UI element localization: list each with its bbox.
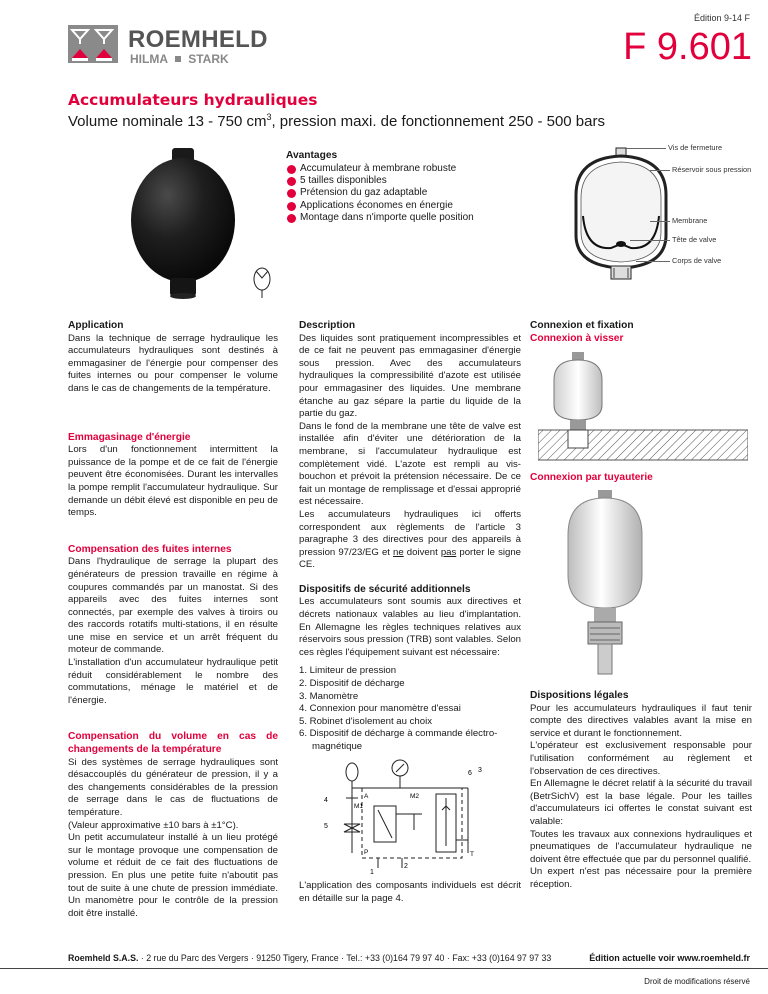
advantages-heading: Avantages: [286, 150, 338, 161]
screw-connection-drawing: [538, 350, 748, 475]
brand-sub-hilma: HILMA: [130, 52, 168, 66]
legales-text-4: Toutes les travaux aux connexions hydrauliques et pneumatiques de l'accumulateur hydraulique ne doivent être effectuée que par du personnel qualifié.: [530, 828, 752, 865]
application-text: Dans la technique de serrage hydraulique les accumulateurs hydrauliques sont destinés à emmagasiner de l'énergie pour compenser des fuites internes ou pour compenser le volume dans le cas de changements de la température.: [68, 332, 278, 394]
accumulator-symbol-icon: [252, 265, 272, 304]
page-subtitle: [68, 108, 605, 131]
label-membrane: Membrane: [672, 216, 708, 225]
desc3-pre: Les accumulateurs hydrauliques ici offerts correspondent aux règlements de l'article 3 paragraphe 3 des directives pour des appareils à pression 97/23/EG et: [299, 508, 521, 558]
list-item: 3. Manomètre: [299, 690, 359, 702]
advantage-item: Montage dans n'importe quelle position: [286, 212, 506, 224]
footer-rights: Droit de modifications réservé: [644, 977, 750, 986]
volume-text: Si des systèmes de serrage hydrauliques sont désaccouplés du générateur de pression, il y a des changements considérables de la pression de serrage dans le cas de fluctuations de température.: [68, 756, 278, 818]
brand-sub-stark: STARK: [188, 52, 229, 66]
dispositifs-heading: Dispositifs de sécurité additionnels: [299, 583, 471, 595]
volume-text-2: (Valeur approximative ±10 bars à ±1°C).: [68, 819, 239, 831]
energie-text: Lors d'un fonctionnement intermittent la puissance de la pompe et de ce fait de l'énergie peuvent être économisées. Durant les intervalles la pompe remplit l'accumulateur hydraulique. Sur demande un débit élevé est disponible en peu de temps.: [68, 444, 278, 519]
list-item-cont: magnétique: [312, 741, 363, 752]
column-1: [68, 320, 278, 920]
desc3-ne: ne: [393, 546, 404, 558]
legales-text-3: En Allemagne le décret relatif à la sécurité du travail (BetrSichV) est la base légale. Pour les tailles d'accumulateurs ici offertes le constat suivant est valable:: [530, 778, 752, 827]
schem-label-A: A: [364, 793, 369, 800]
legales-text: Pour les accumulateurs hydrauliques il faut tenir compte des directives valables avant la mise en service et durant le fonctionnement.: [530, 702, 752, 739]
company-logo: [68, 25, 118, 68]
desc3-mid: doivent: [403, 546, 441, 558]
schem-label-2: 2: [404, 863, 408, 870]
schem-label-4: 4: [324, 797, 328, 804]
edition-label: Édition 9-14 F: [693, 13, 750, 23]
schem-label-5: 5: [324, 823, 328, 830]
footer-contact: · 2 rue du Parc des Vergers · 91250 Tigery, France · Tel.: +33 (0)164 79 97 40 · Fax: +33 (0)164 97 97 33: [138, 953, 552, 963]
brand-sub: [130, 52, 229, 66]
visser-heading: Connexion à visser: [530, 332, 624, 344]
subtitle-pre: Volume nominale 13 - 750 cm: [68, 113, 267, 130]
doc-code: F 9.601: [623, 26, 752, 68]
subtitle-sup: 3: [266, 112, 272, 122]
hydraulic-schematic: [318, 758, 498, 881]
legal-block: [530, 690, 752, 892]
list-item: 4. Connexion pour manomètre d'essai: [299, 703, 461, 715]
advantage-item: 5 tailles disponibles: [286, 175, 506, 187]
fuites-heading: Compensation des fuites internes: [68, 543, 232, 555]
schem-label-M2: M2: [410, 793, 420, 800]
schem-label-6: 6: [468, 770, 472, 777]
legales-text-5: Un expert n'est pas nécessaire pour la première réception.: [530, 866, 752, 890]
tuyau-heading: Connexion par tuyauterie: [530, 472, 653, 483]
dispositifs-text: Les accumulateurs sont soumis aux directives et décrets nationaux valables au lieu d'implantation. En Allemagne les règles techniques relatives aux réservoirs sous pression (TRB) sont valables. Selon ces règles l'équipement suivant est nécessaire:: [299, 596, 521, 658]
label-reservoir: Réservoir sous pression: [672, 165, 752, 174]
list-item: 5. Robinet d'isolement au choix: [299, 715, 433, 727]
volume-text-3: Un petit accumulateur installé à un lieu protégé sur le montage provoque une compensation de volume et réduit de ce fait des fluctuations de pression. En plus une petite fuite n'aboutit pas tout de suite à une chute de pression immédiate. Un manomètre pour le contrôle de la pression doit être installé.: [68, 832, 278, 919]
brand-name: ROEMHELD: [128, 26, 268, 53]
accumulator-photo: [118, 146, 248, 311]
advantage-item: Accumulateur à membrane robuste: [286, 163, 506, 175]
list-item: 6. Dispositif de décharge à commande électro-: [299, 728, 498, 740]
footer-address: [68, 953, 551, 963]
list-item: 2. Dispositif de décharge: [299, 678, 405, 690]
advantage-item: Prétension du gaz adaptable: [286, 187, 506, 199]
desc3-post: porter le signe CE.: [299, 546, 521, 571]
description-heading: Description: [299, 320, 356, 331]
page-title: Accumulateurs hydrauliques: [68, 91, 318, 109]
footer-company: Roemheld S.A.S.: [68, 953, 139, 963]
accumulator-section-drawing: [556, 140, 686, 285]
volume-heading: Compensation du volume en cas de changements de la température: [68, 731, 278, 756]
column-3: [530, 320, 752, 345]
schem-label-1: 1: [370, 869, 374, 876]
advantage-item: Applications économes en énergie: [286, 200, 506, 212]
safety-list: [299, 665, 521, 753]
legales-text-2: L'opérateur est exclusivement responsable pour l'utilisation conformément au règlement et l'observation de ces directives.: [530, 740, 752, 777]
schem-label-T: T: [470, 851, 474, 858]
label-vis-fermeture: Vis de fermeture: [668, 143, 723, 152]
legales-heading: Dispositions légales: [530, 690, 629, 701]
connexion-heading: Connexion et fixation: [530, 320, 634, 331]
schematic-note: L'application des composants individuels est décrit en détaille sur la page 4.: [299, 880, 521, 904]
schem-label-3: 3: [478, 767, 482, 774]
fuites-text-2: L'installation d'un accumulateur hydraulique petit réduit considérablement le nombre des commutations, ménage le matériel et de l'énergie.: [68, 657, 278, 706]
list-item: 1. Limiteur de pression: [299, 665, 397, 677]
description-text-2: Dans le fond de la membrane une tête de valve est installée afin d'éviter une détérioration de la membrane, si l'accumulateur hydraulique est complètement vidé. L'azote est rempli au vis-bouchon et prévoit la prétension nécessaire. De ce fait un montage de remplissage et d'essai approprié est nécessaire.: [299, 420, 521, 508]
pipe-connection-drawing: [560, 490, 650, 685]
description-text-3: [299, 509, 521, 572]
desc3-pas: pas: [440, 546, 457, 558]
logo-mark-icon: [68, 25, 118, 63]
schem-label-P: P: [364, 849, 369, 856]
application-heading: Application: [68, 320, 124, 331]
fuites-text: Dans l'hydraulique de serrage la plupart des générateurs de pression travaille en régime à coupures commandés par un manostat. Si des appareils avec des fuites internes sont connectés, par exemple des valves à tiroirs ou des raccords rotatifs multi-stations, il en résulte une mise en service et un arrêt fréquent du moteur de commande.: [68, 556, 278, 656]
column-2: [299, 320, 521, 754]
energie-heading: Emmagasinage d'énergie: [68, 431, 191, 443]
label-corps-valve: Corps de valve: [672, 256, 722, 265]
description-text: Des liquides sont pratiquement incompressibles et de ce fait ne peuvent pas emmagasiner d'énergie sous pression. Avec des accumulateurs hydrauliques la compressibilité d'azote est utilisée pour emmagasiner des liquides. Une membrane étanche au gaz sépare la partie du liquide de la partie du gaz.: [299, 332, 521, 420]
schem-label-M1: M1: [354, 803, 364, 810]
footer-edition-link[interactable]: Édition actuelle voir www.roemheld.fr: [589, 953, 750, 963]
advantages-block: [286, 150, 506, 225]
label-tete-valve: Tête de valve: [672, 235, 717, 244]
subtitle-post: , pression maxi. de fonctionnement 250 - 500 bars: [271, 113, 605, 130]
